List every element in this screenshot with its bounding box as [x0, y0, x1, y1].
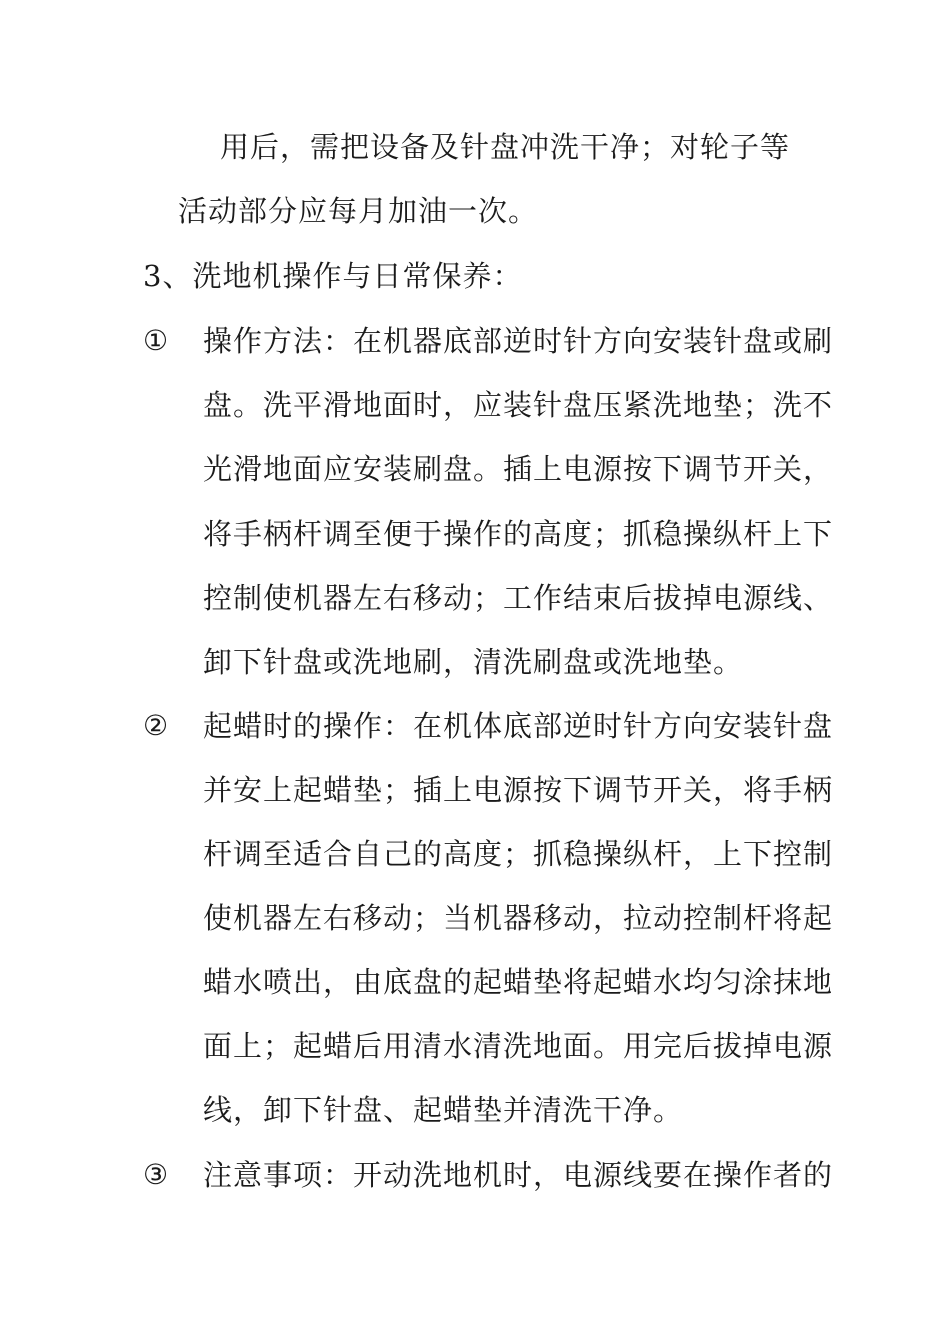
item-2-line-1: 起蜡时的操作：在机体底部逆时针方向安装针盘: [203, 709, 834, 743]
item-1-line-4: 将手柄杆调至便于操作的高度；抓稳操纵杆上下: [203, 517, 834, 551]
section-heading: 3、洗地机操作与日常保养：: [143, 259, 523, 293]
intro-line-1: 用后，需把设备及针盘冲洗干净；对轮子等: [220, 130, 791, 164]
item-1-line-1: 操作方法：在机器底部逆时针方向安装针盘或刷: [203, 324, 834, 358]
item-2-line-6: 面上；起蜡后用清水清洗地面。用完后拔掉电源: [203, 1029, 834, 1063]
item-2-line-5: 蜡水喷出，由底盘的起蜡垫将起蜡水均匀涂抹地: [203, 965, 834, 999]
item-3-line-1: 注意事项：开动洗地机时，电源线要在操作者的: [203, 1158, 834, 1192]
item-3-marker: ③: [143, 1158, 169, 1191]
intro-line-2: 活动部分应每月加油一次。: [178, 194, 539, 228]
item-2-line-3: 杆调至适合自己的高度；抓稳操纵杆，上下控制: [203, 837, 834, 871]
item-2-line-4: 使机器左右移动；当机器移动，拉动控制杆将起: [203, 901, 834, 935]
item-1-line-5: 控制使机器左右移动；工作结束后拔掉电源线、: [203, 581, 834, 615]
item-1-marker: ①: [143, 324, 169, 357]
item-1-line-2: 盘。洗平滑地面时，应装针盘压紧洗地垫；洗不: [203, 388, 834, 422]
item-1-line-3: 光滑地面应安装刷盘。插上电源按下调节开关，: [203, 452, 834, 486]
item-1-line-6: 卸下针盘或洗地刷，清洗刷盘或洗地垫。: [203, 645, 744, 679]
item-2-line-2: 并安上起蜡垫；插上电源按下调节开关，将手柄: [203, 773, 834, 807]
item-2-line-7: 线，卸下针盘、起蜡垫并清洗干净。: [203, 1093, 684, 1127]
item-2-marker: ②: [143, 709, 169, 742]
